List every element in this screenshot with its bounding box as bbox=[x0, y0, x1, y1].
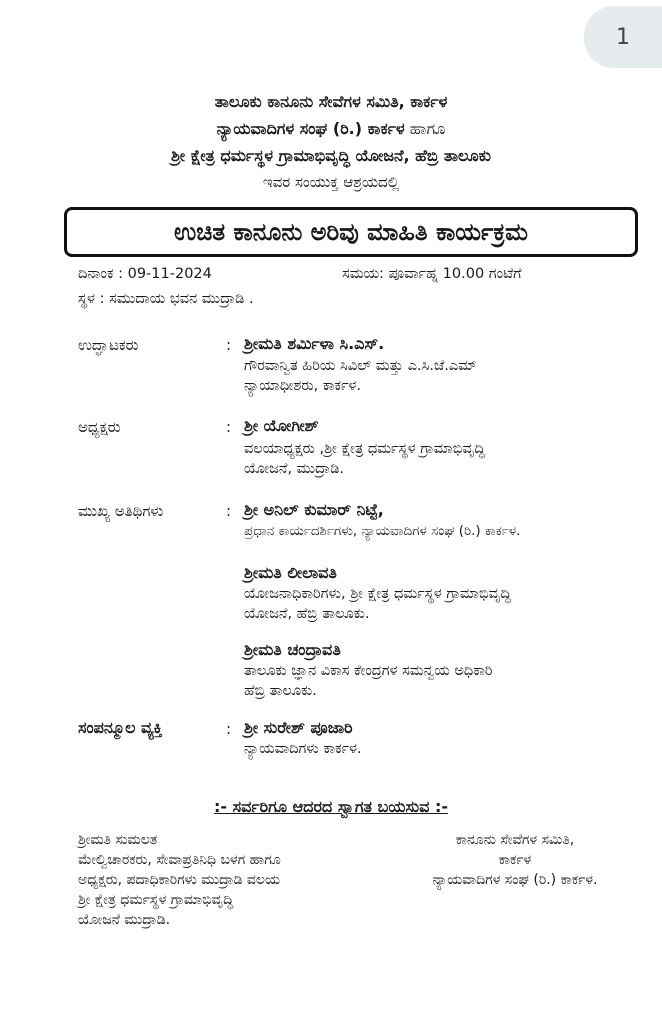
chief-guest-2-desc-2: ಯೋಜನೆ, ಹೆಬ್ರಿ ತಾಲೂಕು. bbox=[244, 606, 370, 622]
footer-left-line-3: ಅಧ್ಯಕ್ಷರು, ಪದಾಧಿಕಾರಿಗಳು ಮುದ್ರಾಡಿ ವಲಯ bbox=[78, 872, 280, 888]
header-line-2-tail: ಹಾಗೂ bbox=[404, 119, 446, 138]
president-desc-1: ವಲಯಾಧ್ಯಕ್ಷರು ,ಶ್ರೀ ಕ್ಷೇತ್ರ ಧರ್ಮಸ್ಥಳ ಗ್ರಾಮಾಭಿವೃದ್ಧಿ bbox=[244, 441, 485, 457]
chief-guest-2-desc-1: ಯೋಜನಾಧಿಕಾರಿಗಳು, ಶ್ರೀ ಕ್ಷೇತ್ರ ಧರ್ಮಸ್ಥಳ ಗ್ರಾಮಾಭಿವೃದ್ಧಿ bbox=[244, 586, 512, 602]
header-line-4: ಇವರ ಸಂಯುಕ್ತ ಆಶ್ರಯದಲ್ಲಿ bbox=[262, 173, 400, 191]
footer-right-line-1: ಕಾನೂನು ಸೇವೆಗಳ ಸಮಿತಿ, bbox=[455, 832, 575, 848]
event-venue: ಸ್ಥಳ : ಸಮುದಾಯ ಭವನ ಮುದ್ರಾಡಿ . bbox=[78, 291, 254, 307]
chief-guests-role: ಮುಖ್ಯ ಅತಿಥಿಗಳು bbox=[78, 502, 164, 520]
footer-left-line-4: ಶ್ರೀ ಕ್ಷೇತ್ರ ಧರ್ಮಸ್ಥಳ ಗ್ರಾಮಾಭಿವೃದ್ಧಿ bbox=[78, 892, 234, 908]
president-desc-2: ಯೋಜನೆ, ಮುದ್ರಾಡಿ. bbox=[244, 461, 344, 477]
resource-person-colon: : bbox=[226, 720, 232, 738]
welcome-line: :- ಸರ್ವರಿಗೂ ಆದರದ ಸ್ವಾಗತ ಬಯಸುವ :- bbox=[214, 797, 448, 816]
inaugurator-name: ಶ್ರೀಮತಿ ಶರ್ಮಿಳಾ ಸಿ.ಎಸ್. bbox=[244, 334, 385, 353]
event-title: ಉಚಿತ ಕಾನೂನು ಅರಿವು ಮಾಹಿತಿ ಕಾರ್ಯಕ್ರಮ bbox=[64, 207, 638, 257]
header-line-3: ಶ್ರೀ ಕ್ಷೇತ್ರ ಧರ್ಮಸ್ಥಳ ಗ್ರಾಮಾಭಿವೃದ್ಧಿ ಯೋಜನೆ, ಹೆಬ್ರಿ ತಾಲೂಕು bbox=[171, 146, 491, 165]
resource-person-role: ಸಂಪನ್ಮೂಲ ವ್ಯಕ್ತಿ bbox=[78, 718, 163, 737]
chief-guest-3-name: ಶ್ರೀಮತಿ ಚಂದ್ರಾವತಿ bbox=[244, 640, 341, 659]
chief-guest-1-desc-1: ಪ್ರಧಾನ ಕಾರ್ಯದರ್ಶಿಗಳು, ನ್ಯಾಯವಾದಿಗಳ ಸಂಘ (ರಿ.) ಕಾರ್ಕಳ. bbox=[244, 523, 521, 539]
inaugurator-colon: : bbox=[226, 336, 232, 354]
header-line-2 bbox=[0, 119, 662, 139]
chief-guest-2-name: ಶ್ರೀಮತಿ ಲೀಲಾವತಿ bbox=[244, 563, 337, 582]
resource-person-desc-1: ನ್ಯಾಯವಾದಿಗಳು ಕಾರ್ಕಳ. bbox=[244, 741, 362, 757]
chief-guest-3-desc-2: ಹೆಬ್ರಿ ತಾಲೂಕು. bbox=[244, 683, 317, 699]
chief-guests-colon: : bbox=[226, 502, 232, 520]
header-line-2-bold: ನ್ಯಾಯವಾದಿಗಳ ಸಂಘ (ರಿ.) ಕಾರ್ಕಳ bbox=[216, 119, 405, 138]
event-time: ಸಮಯ: ಪೂರ್ವಾಹ್ನ 10.00 ಗಂಟೆಗೆ bbox=[342, 266, 522, 282]
footer-left-line-1: ಶ್ರೀಮತಿ ಸುಮಲತ bbox=[78, 832, 158, 848]
president-name: ಶ್ರೀ ಯೋಗೀಶ್ bbox=[244, 416, 319, 435]
footer-left-line-5: ಯೋಜನೆ ಮುದ್ರಾಡಿ. bbox=[78, 912, 171, 928]
president-colon: : bbox=[226, 418, 232, 436]
chief-guest-1-name: ಶ್ರೀ ಅನಿಲ್ ಕುಮಾರ್ ನಿಟ್ಟೆ, bbox=[244, 500, 384, 519]
footer-right-line-2: ಕಾರ್ಕಳ bbox=[498, 852, 532, 868]
header-line-1: ತಾಲೂಕು ಕಾನೂನು ಸೇವೆಗಳ ಸಮಿತಿ, ಕಾರ್ಕಳ bbox=[214, 92, 448, 111]
footer-left-line-2: ಮೇಲ್ವಿಚಾರಕರು, ಸೇವಾಪ್ರತಿನಿಧಿ ಬಳಗ ಹಾಗೂ bbox=[78, 852, 281, 868]
resource-person-name: ಶ್ರೀ ಸುರೇಶ್ ಪೂಜಾರಿ bbox=[244, 718, 353, 737]
inaugurator-desc-2: ನ್ಯಾಯಾಧೀಶರು, ಕಾರ್ಕಳ. bbox=[244, 378, 361, 394]
president-role: ಅಧ್ಯಕ್ಷರು bbox=[78, 418, 121, 436]
footer-right-line-3: ನ್ಯಾಯವಾದಿಗಳ ಸಂಘ (ರಿ.) ಕಾರ್ಕಳ. bbox=[432, 872, 598, 888]
chief-guest-3-desc-1: ತಾಲೂಕು ಜ್ಞಾನ ವಿಕಾಸ ಕೇಂದ್ರಗಳ ಸಮನ್ವಯ ಅಧಿಕಾರಿ bbox=[244, 663, 493, 679]
event-date: ದಿನಾಂಕ : 09-11-2024 bbox=[78, 266, 212, 282]
inaugurator-desc-1: ಗೌರವಾನ್ವಿತ ಹಿರಿಯ ಸಿವಿಲ್ ಮತ್ತು ಎ.ಸಿ.ಜೆ.ಎಮ್ bbox=[244, 358, 477, 374]
page-number-badge: 1 bbox=[584, 6, 662, 68]
inaugurator-role: ಉದ್ಘಾಟಕರು bbox=[78, 336, 139, 354]
